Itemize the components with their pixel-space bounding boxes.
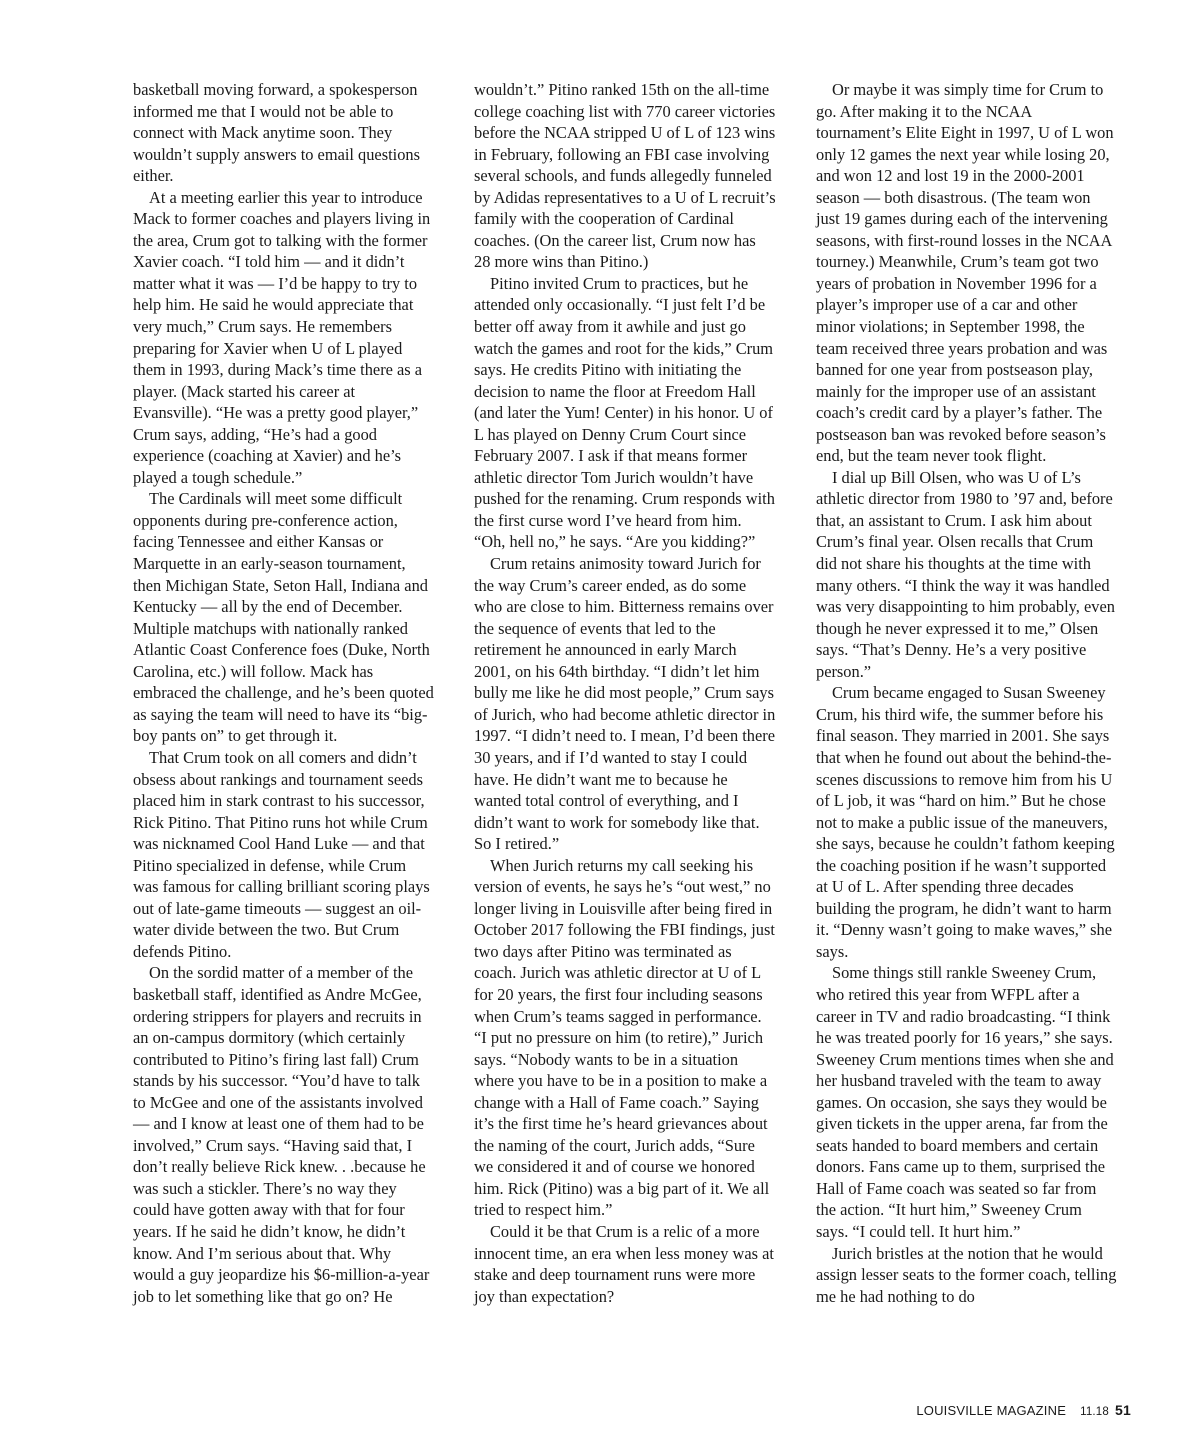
paragraph: wouldn’t.” Pitino ranked 15th on the all-time college coaching list with 770 career victories before the NCAA stripped U of L of 123 wins in February, following an FBI case involving several schools, and funds allegedly funneled by Adidas representatives to a U of L recruit’s family with the cooperation of Cardinal coaches. (On the career list, Crum now has 28 more wins than Pitino.): [474, 80, 776, 272]
page-number: 51: [1115, 1402, 1131, 1418]
paragraph: On the sordid matter of a member of the basketball staff, identified as Andre McGee, ordering strippers for players and recruits in an on-campus dormitory (which certainly contributed to Pitino’s firing last fall) Crum stands by his successor. “You’d have to talk to McGee and one of the assistants involved — and I know at least one of them had to be involved,” Crum says. “Having said that, I don’t really believe Rick knew. . .because he was such a stickler. There’s no way they could have gotten away with that for four years. If he said he didn’t know, he didn’t know. And I’m serious about that. Why would a guy jeopardize his $6-million-a-year job to let something like that go on? He: [133, 963, 430, 1306]
paragraph: Crum became engaged to Susan Sweeney Crum, his third wife, the summer before his final season. They married in 2001. She says that when he found out about the behind-the-scenes discussions to remove him from his U of L job, it was “hard on him.” But he chose not to make a public issue of the maneuvers, she says, because he couldn’t fathom keeping the coaching position if he wasn’t supported at U of L. After spending three decades building the program, he didn’t want to harm it. “Denny wasn’t going to make waves,” she says.: [816, 683, 1115, 961]
paragraph: I dial up Bill Olsen, who was U of L’s athletic director from 1980 to ’97 and, before that, an assistant to Crum. I ask him about Crum’s final year. Olsen recalls that Crum did not share his thoughts at the time with many others. “I think the way it was handled was very disappointing to him probably, even though he never expressed it to me,” Olsen says. “That’s Denny. He’s a very positive person.”: [816, 467, 1115, 681]
publication-name: LOUISVILLE MAGAZINE: [916, 1403, 1067, 1418]
paragraph: Jurich bristles at the notion that he would assign lesser seats to the former coach, telling me he had nothing to do: [816, 1243, 1117, 1306]
paragraph: basketball moving forward, a spokesperson informed me that I would not be able to connect with Mack anytime soon. They wouldn’t supply answers to email questions either.: [133, 80, 420, 186]
paragraph: When Jurich returns my call seeking his version of events, he says he’s “out west,” no longer living in Louisville after being fired in October 2017 following the FBI findings, just two days after Pitino was terminated as coach. Jurich was athletic director at U of L for 20 years, the first four including seasons when Crum’s teams sagged in performance. “I put no pressure on him (to retire),” Jurich says. “Nobody wants to be in a situation where you have to be in a position to make a change with a Hall of Fame coach.” Saying it’s the first time he’s heard grievances about the naming of the court, Jurich adds, “Sure we considered it and of course we honored him. Rick (Pitino) was a big part of it. We all tried to respect him.”: [474, 855, 775, 1220]
issue-date: 11.18: [1080, 1406, 1110, 1418]
paragraph: Some things still rankle Sweeney Crum, who retired this year from WFPL after a career in TV and radio broadcasting. “I think he was treated poorly for 16 years,” she says. Sweeney Crum mentions times when she and her husband traveled with the team to away games. On occasion, she says they would be given tickets in the upper arena, far from the seats handed to board members and certain donors. Fans came up to them, surprised the Hall of Fame coach was seated so far from the action. “It hurt him,” Sweeney Crum says. “I could tell. It hurt him.”: [816, 963, 1114, 1241]
paragraph: Pitino invited Crum to practices, but he attended only occasionally. “I just felt I’d be better off away from it awhile and just go watch the games and root for the kids,” Crum says. He credits Pitino with initiating the decision to name the floor at Freedom Hall (and later the Yum! Center) in his honor. U of L has played on Denny Crum Court since February 2007. I ask if that means former athletic director Tom Jurich wouldn’t have pushed for the renaming. Crum responds with the first curse word I’ve heard from him. “Oh, hell no,” he says. “Are you kidding?”: [474, 273, 775, 552]
page-footer: [916, 1402, 1131, 1418]
paragraph: The Cardinals will meet some difficult opponents during pre-conference action, facing Tennessee and either Kansas or Marquette in an early-season tournament, then Michigan State, Seton Hall, Indiana and Kentucky — all by the end of December. Multiple matchups with nationally ranked Atlantic Coast Conference foes (Duke, North Carolina, etc.) will follow. Mack has embraced the challenge, and he’s been quoted as saying the team will need to have its “big-boy pants on” to get through it.: [133, 489, 434, 746]
paragraph: Crum retains animosity toward Jurich for the way Crum’s career ended, as do some who are close to him. Bitterness remains over the sequence of events that led to the retirement he announced in early March 2001, on his 64th birthday. “I didn’t let him bully me like he did most people,” Crum says of Jurich, who had become athletic director in 1997. “I didn’t need to. I mean, I’d been there 30 years, and if I’d wanted to stay I could have. He didn’t want me to because he wanted total control of everything, and I didn’t want to work for somebody like that. So I retired.”: [474, 554, 776, 854]
text-column-3: [816, 79, 1118, 1307]
paragraph: Or maybe it was simply time for Crum to go. After making it to the NCAA tournament’s Elite Eight in 1997, U of L won only 12 games the next year while losing 20, and won 12 and lost 19 in the 2000-2001 season — both disastrous. (The team won just 19 games during each of the intervening seasons, with first-round losses in the NCAA tourney.) Meanwhile, Crum’s team got two years of probation in November 1996 for a player’s improper use of a car and other minor violations; in September 1998, the team received three years probation and was banned for one year from postseason play, mainly for the improper use of an assistant coach’s credit card by a player’s father. The postseason ban was revoked before season’s end, but the team never took flight.: [816, 80, 1114, 466]
paragraph: Could it be that Crum is a relic of a more innocent time, an era when less money was at stake and deep tournament runs were more joy than expectation?: [474, 1221, 774, 1306]
text-column-2: [474, 79, 776, 1307]
paragraph: That Crum took on all comers and didn’t obsess about rankings and tournament seeds placed him in stark contrast to his successor, Rick Pitino. That Pitino runs hot while Crum was nicknamed Cool Hand Luke — and that Pitino specialized in defense, while Crum was famous for calling brilliant scoring plays out of late-game timeouts — suggest an oil-water divide between the two. But Crum defends Pitino.: [133, 747, 430, 961]
paragraph: At a meeting earlier this year to introduce Mack to former coaches and players living in the area, Crum got to talking with the former Xavier coach. “I told him — and it didn’t matter what it was — I’d be happy to try to help him. He said he would appreciate that very much,” Crum says. He remembers preparing for Xavier when U of L played them in 1993, during Mack’s time there as a player. (Mack started his career at Evansville). “He was a pretty good player,” Crum says, adding, “He’s had a good experience (coaching at Xavier) and he’s played a tough schedule.”: [133, 187, 431, 487]
text-column-1: [133, 79, 435, 1307]
